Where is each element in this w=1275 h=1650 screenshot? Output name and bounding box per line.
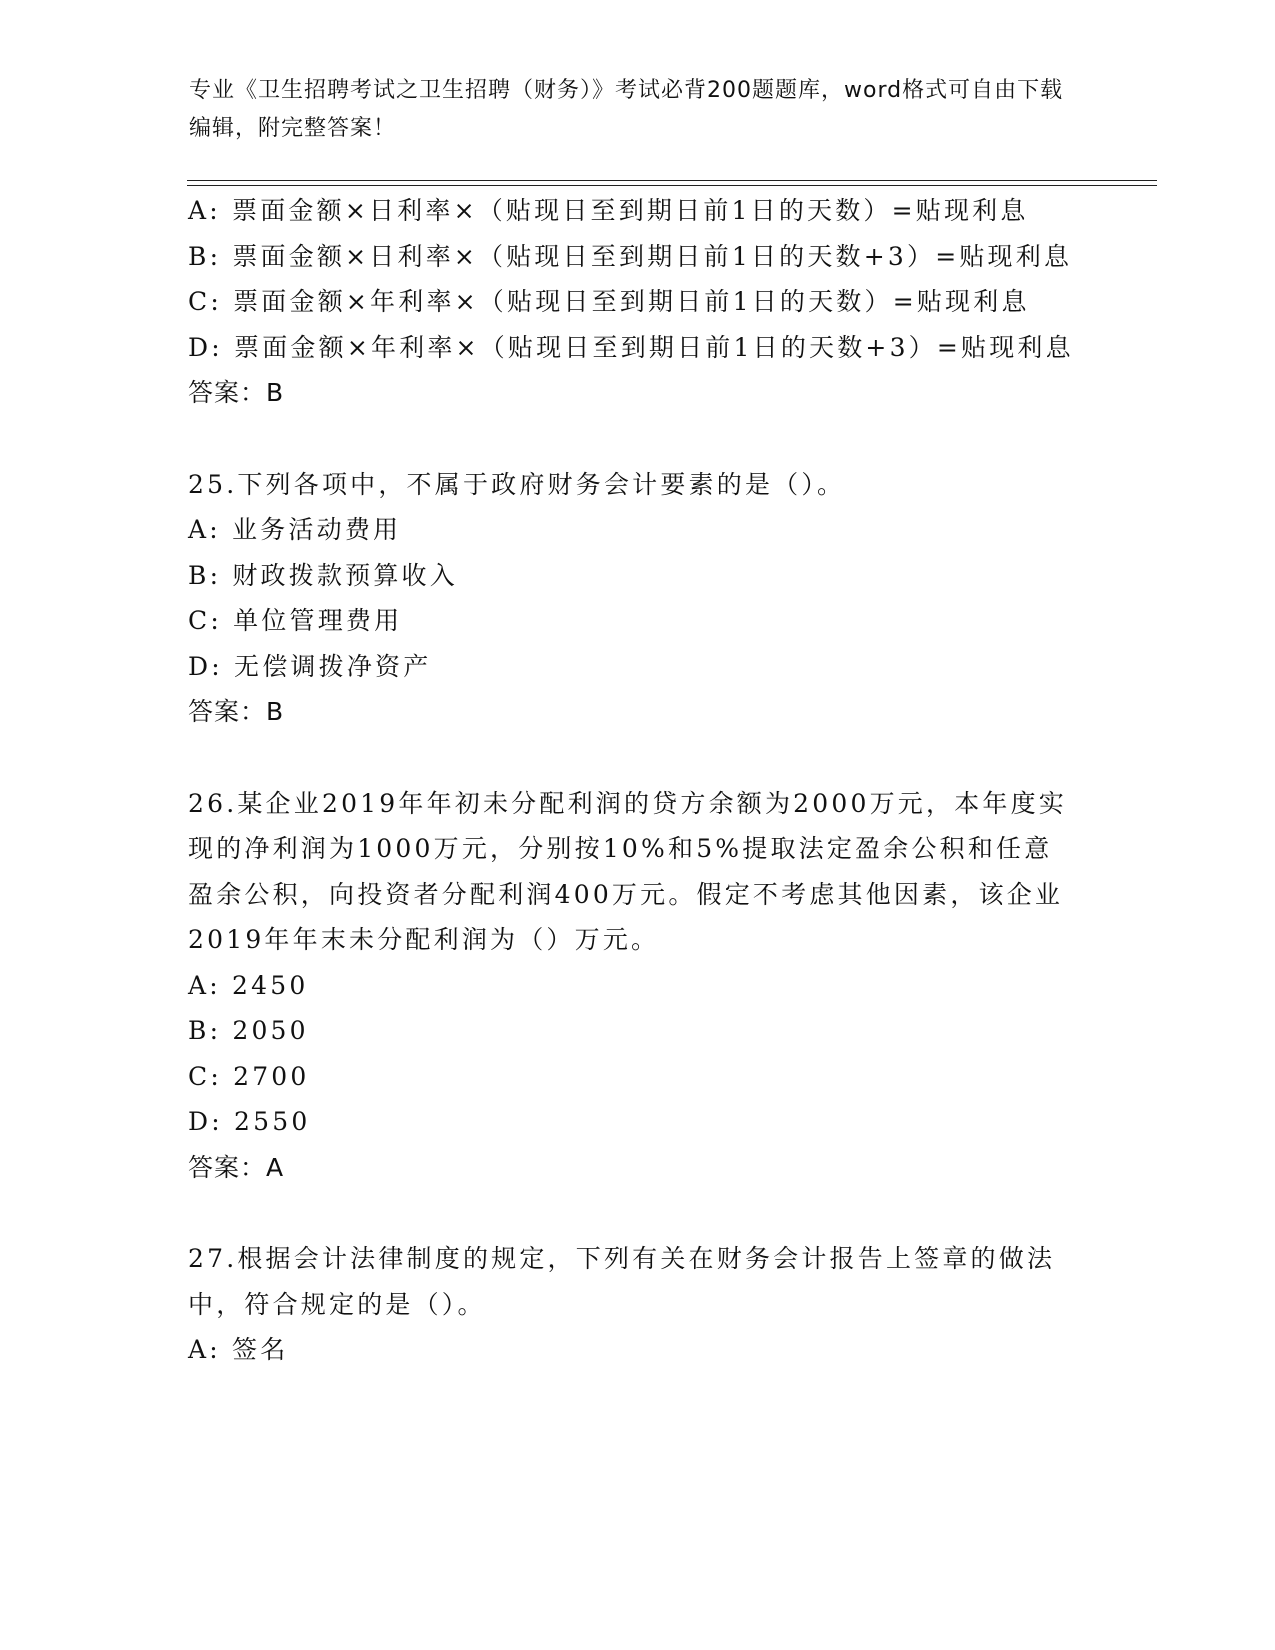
q26-answer: 答案：A (188, 1152, 285, 1182)
question-26-block (188, 781, 1078, 1191)
q27-option-a: A: 签名 (188, 1335, 289, 1364)
q25-option-c: C: 单位管理费用 (188, 606, 403, 635)
q26-option-b: B: 2050 (188, 1016, 309, 1045)
q26-option-d: D: 2550 (188, 1107, 311, 1136)
q24-option-d: D: 票面金额×年利率×（贴现日至到期日前1日的天数+3）=贴现利息 (188, 332, 1074, 362)
question-27-block (188, 1236, 1078, 1373)
q25-option-d: D: 无偿调拨净资产 (188, 651, 432, 681)
q24-option-a: A: 票面金额×日利率×（贴现日至到期日前1日的天数）=贴现利息 (188, 196, 1029, 225)
spacer (188, 1190, 1078, 1236)
q26-option-c: C: 2700 (188, 1061, 310, 1091)
q26-question: 26.某企业2019年年初未分配利润的贷方余额为2000万元，本年度实现的净利润为1000万元，分别按10%和5%提取法定盈余公积和任意盈余公积，向投资者分配利润400万元。假定不考虑其他因素，该企业2019年年末未分配利润为（）万元。 (188, 788, 1068, 954)
q26-option-a: A: 2450 (188, 970, 309, 1000)
question-25-block (188, 462, 1078, 735)
header-double-rule (187, 180, 1157, 186)
q25-option-b: B: 财政拨款预算收入 (188, 560, 458, 590)
spacer (188, 416, 1078, 462)
q27-question: 27.根据会计法律制度的规定，下列有关在财务会计报告上签章的做法中，符合规定的是（）。 (188, 1244, 1056, 1319)
question-24-block (188, 188, 1078, 416)
spacer (188, 735, 1078, 781)
q24-option-b: B: 票面金额×日利率×（贴现日至到期日前1日的天数+3）=贴现利息 (188, 241, 1073, 271)
q25-option-a: A: 业务活动费用 (188, 515, 402, 544)
document-header-title: 专业《卫生招聘考试之卫生招聘（财务）》考试必背200题题库，word格式可自由下载编辑，附完整答案！ (189, 78, 1064, 141)
question-content (188, 188, 1078, 1373)
q24-option-c: C: 票面金额×年利率×（贴现日至到期日前1日的天数）=贴现利息 (188, 287, 1030, 316)
q25-answer: 答案：B (188, 697, 285, 726)
q24-answer: 答案：B (188, 378, 285, 407)
q25-question: 25.下列各项中，不属于政府财务会计要素的是（）。 (188, 469, 846, 499)
